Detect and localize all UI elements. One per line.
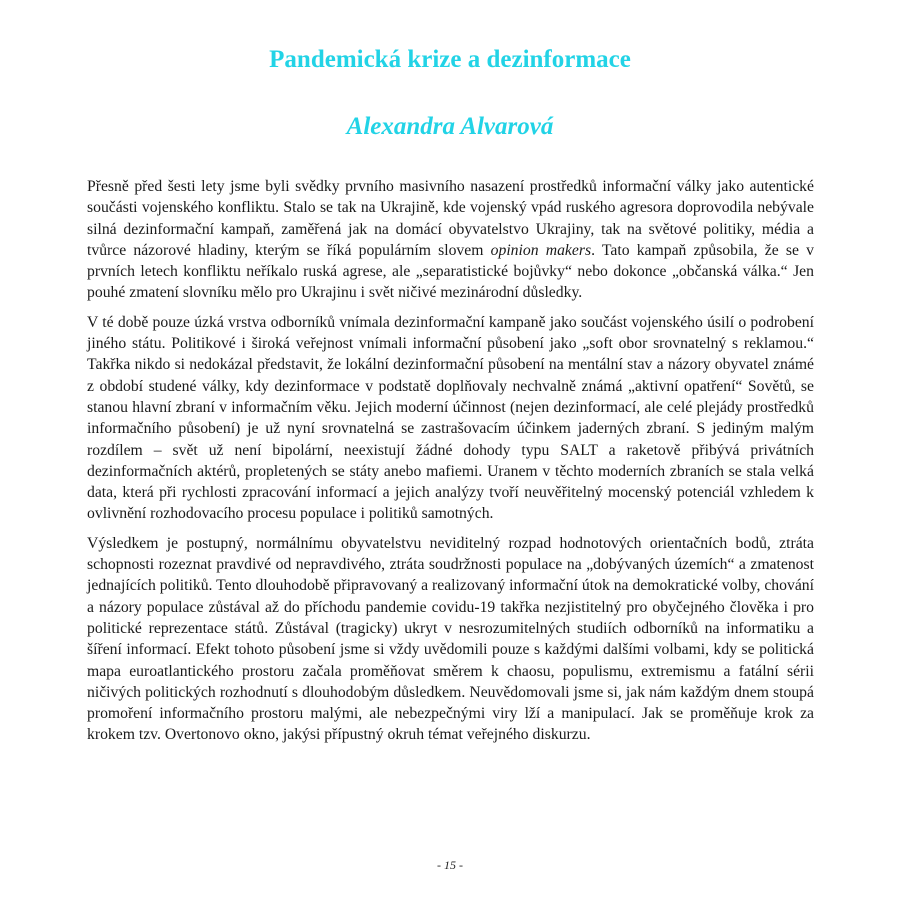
- paragraph-1-text-end: . Tato kampaň způsobila, že se v prvních letech konfliktu neříkalo ruská agrese, ale „separatistické bojůvky“ nebo dokonce „občanská válka.“ Jen pouhé zmatení slovníku mělo pro Ukrajinu i svět ničivé mezinárodní důsledky.: [87, 241, 814, 302]
- paragraph-1-italic-term: opinion makers: [490, 241, 592, 259]
- page-number: - 15 -: [437, 858, 463, 872]
- article-body: [87, 176, 814, 754]
- paragraph-1: [87, 176, 814, 304]
- document-title: Pandemická krize a dezinformace: [269, 46, 631, 73]
- paragraph-1-text-start: Přesně před šesti lety jsme byli svědky prvního masivního nasazení prostředků informační války jako autentické součásti vojenského konfliktu. Stalo se tak na Ukrajině, kde vojenský vpád ruského agresora doprovodila nebývale silná dezinformační kampaň, zaměřená jak na domácí obyvatelstvo Ukrajiny, tak na světové politiky, média a tvůrce názorové hladiny, kterým se říká populárním slovem: [87, 178, 814, 259]
- paragraph-2: V té době pouze úzká vrstva odborníků vnímala dezinformační kampaně jako součást vojenského úsilí o podrobení jiného státu. Politikové i široká veřejnost vnímali informační působení jako „soft obor srovnatelný s reklamou.“ Takřka nikdo si nedokázal představit, že lokální dezinformační působení na mentální stav a názory obyvatel známé z období studené války, kdy dezinformace v podstatě doplňovaly nechvalně známá „aktivní opatření“ Sovětů, se stanou hlavní zbraní v informačním věku. Jejich moderní účinnost (nejen dezinformací, ale celé plejády prostředků informačního působení) je už nyní srovnatelná se zastrašovacím účinkem jaderných zbraní. S jediným malým rozdílem – svět už není bipolární, neexistují žádné dohody typu SALT a raketově přibývá privátních dezinformačních aktérů, propletených se státy anebo mafiemi. Uranem v těchto moderních zbraních se stala velká data, která při rychlosti zpracování informací a jejich analýzy tvoří neuvěřitelný mocenský potenciál vzhledem k ovlivnění rozhodovacího procesu populace i politiků samotných.: [87, 313, 814, 523]
- author-name: Alexandra Alvarová: [346, 113, 554, 140]
- paragraph-3: Výsledkem je postupný, normálnímu obyvatelstvu neviditelný rozpad hodnotových orientačních bodů, ztráta schopnosti rozeznat pravdivé od nepravdivého, ztráta soudržnosti populace na „dobývaných územích“ a zmatenost jednajících politiků. Tento dlouhodobě připravovaný a realizovaný informační útok na demokratické volby, chování a názory populace zůstával až do příchodu pandemie covidu-19 takřka nezjistitelný pro obyčejného člověka i pro politické reprezentace států. Zůstával (tragicky) ukryt v nesrozumitelných studiích odborníků na informatiku a šíření informací. Efekt tohoto působení jsme si vždy uvědomili pouze s každými dalšími volbami, kdy se politická mapa euroatlantického prostoru začala proměňovat směrem k chaosu, populismu, extremismu a fatální sérii ničivých politických rozhodnutí s dlouhodobým důsledkem. Neuvědomovali jsme si, jak nám každým dnem stoupá promoření informačního prostoru malými, ale nebezpečnými viry lží a manipulací. Jak se proměňuje krok za krokem tzv. Overtonovo okno, jakýsi přípustný okruh témat veřejného diskurzu.: [87, 534, 814, 744]
